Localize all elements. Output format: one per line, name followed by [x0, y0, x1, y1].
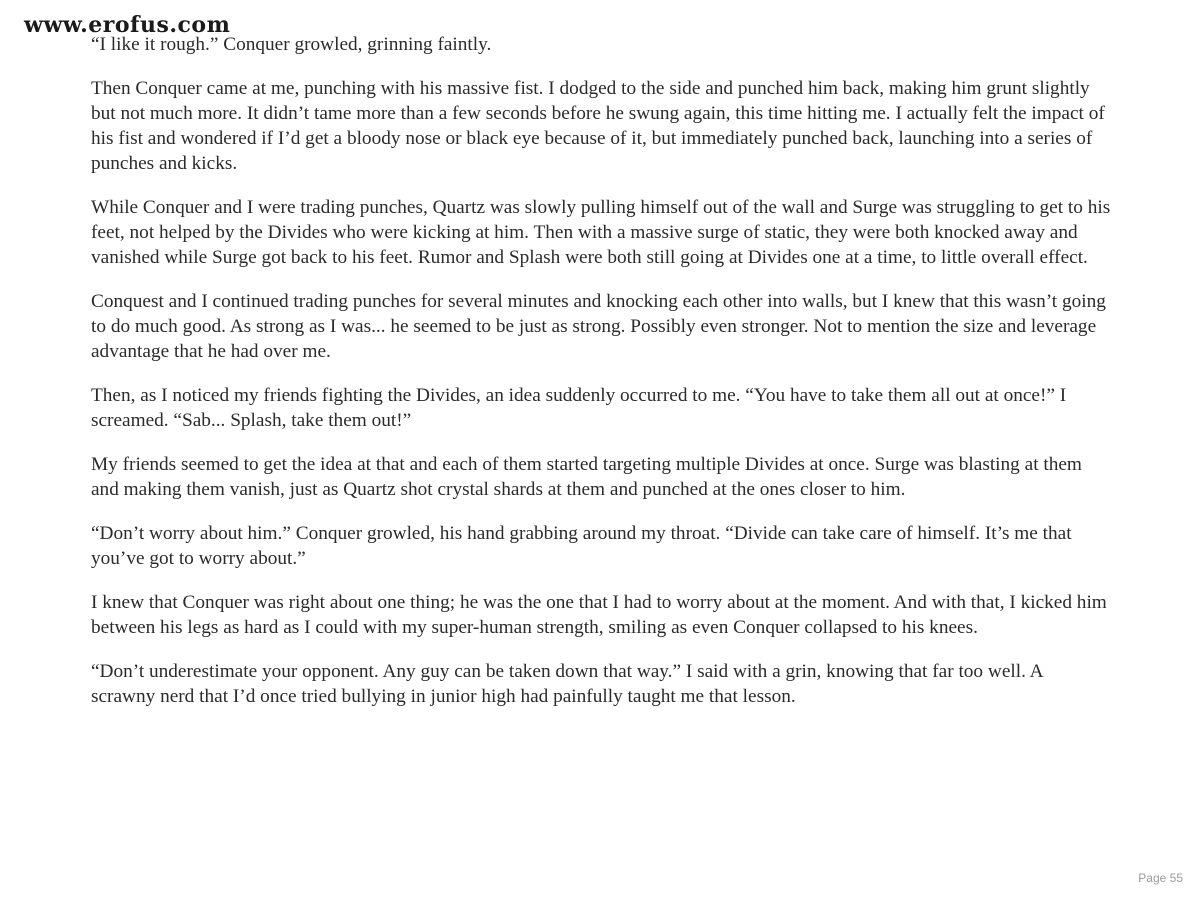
paragraph: I knew that Conquer was right about one thing; he was the one that I had to worry about at the moment. And with that, I kicked him between his legs as hard as I could with my super-human strength, smiling as even Conquer collapsed to his knees.: [91, 592, 1107, 638]
paragraph: My friends seemed to get the idea at that and each of them started targeting multiple Divides at once. Surge was blasting at them and making them vanish, just as Quartz shot crystal shards at them and punched at the ones closer to him.: [91, 454, 1082, 500]
page-number: Page 55: [1138, 871, 1183, 885]
paragraph: “Don’t underestimate your opponent. Any guy can be taken down that way.” I said with a grin, knowing that far too well. A scrawny nerd that I’d once tried bullying in junior high had painfully taught me that lesson.: [91, 661, 1043, 707]
paragraph: “Don’t worry about him.” Conquer growled, his hand grabbing around my throat. “Divide can take care of himself. It’s me that you’ve got to worry about.”: [91, 523, 1072, 569]
paragraph: Then Conquer came at me, punching with his massive fist. I dodged to the side and punched him back, making him grunt slightly but not much more. It didn’t tame more than a few seconds before he swung again, this time hitting me. I actually felt the impact of his fist and wondered if I’d get a bloody nose or black eye because of it, but immediately punched back, launching into a series of punches and kicks.: [91, 78, 1105, 174]
paragraph: “I like it rough.” Conquer growled, grinning faintly.: [91, 34, 492, 55]
paragraph: Conquest and I continued trading punches for several minutes and knocking each other into walls, but I knew that this wasn’t going to do much good. As strong as I was... he seemed to be just as strong. Possibly even stronger. Not to mention the size and leverage advantage that he had over me.: [91, 291, 1106, 362]
page-body: [91, 32, 1111, 728]
paragraph: While Conquer and I were trading punches, Quartz was slowly pulling himself out of the wall and Surge was struggling to get to his feet, not helped by the Divides who were kicking at him. Then with a massive surge of static, they were both knocked away and vanished while Surge got back to his feet. Rumor and Splash were both still going at Divides one at a time, to little overall effect.: [91, 197, 1111, 268]
watermark: www.erofus.com: [24, 12, 231, 38]
paragraph: Then, as I noticed my friends fighting the Divides, an idea suddenly occurred to me. “You have to take them all out at once!” I screamed. “Sab... Splash, take them out!”: [91, 385, 1067, 431]
